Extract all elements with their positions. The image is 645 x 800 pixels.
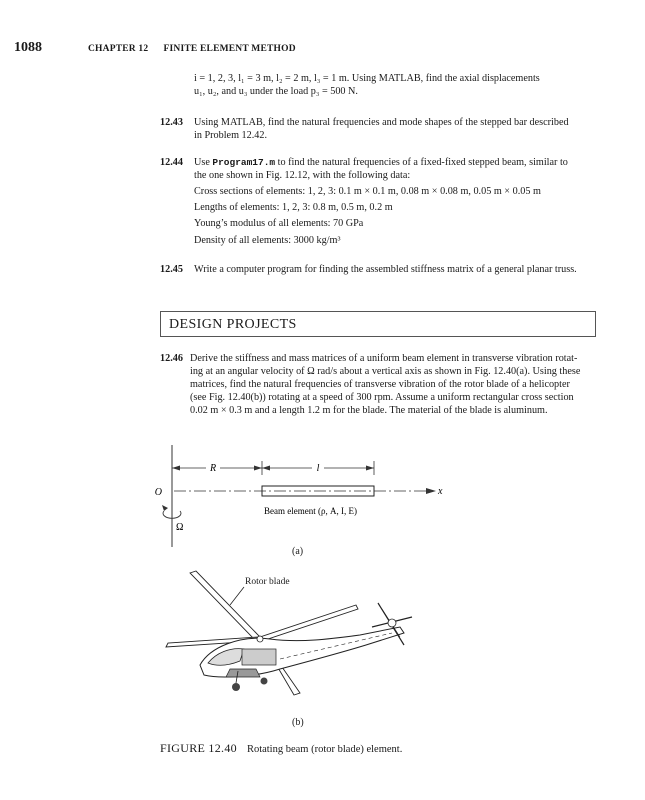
chapter-title: FINITE ELEMENT METHOD xyxy=(163,44,296,54)
chapter-label: CHAPTER 12 xyxy=(88,44,149,54)
label-O: O xyxy=(154,487,162,498)
figure-caption-number: FIGURE 12.40 xyxy=(160,741,237,755)
problem-42-line-1: i = 1, 2, 3, l₁ = 3 m, l₂ = 2 m, l₃ = 1 m. Using MATLAB, find the axial displacements xyxy=(194,73,540,84)
x-axis-arrow xyxy=(426,488,436,494)
dimension-R-arrow-right xyxy=(254,466,262,471)
dimension-l-arrow-left xyxy=(262,466,270,471)
rotor-blade-leader xyxy=(230,587,244,605)
figure-caption-text: Rotating beam (rotor blade) element. xyxy=(246,744,403,755)
rotor-blade-upper-left xyxy=(190,571,260,639)
rotor-blade-right xyxy=(260,605,358,641)
problem-46-line-3: matrices, find the natural frequencies of transverse vibration of the rotor blade of a helicopter xyxy=(190,379,570,390)
landing-wheel-front xyxy=(232,683,240,691)
rotation-arrow-head xyxy=(162,505,168,511)
problem-44-data-modulus: Young’s modulus of all elements: 70 GPa xyxy=(194,218,364,229)
problem-46-line-1: Derive the stiffness and mass matrices of a uniform beam element in transverse vibration rotat- xyxy=(190,353,578,364)
design-projects-heading-box xyxy=(160,311,596,337)
problem-42-line-2: u₁, u₂, and u₃ under the load p₃ = 500 N. xyxy=(194,86,358,97)
label-omega: Ω xyxy=(176,522,184,533)
page-number: 1088 xyxy=(14,40,42,55)
problem-43-line-1: Using MATLAB, find the natural frequencies and mode shapes of the stepped bar described xyxy=(194,117,569,128)
figure-a-label: (a) xyxy=(292,546,304,557)
label-x: x xyxy=(438,486,443,497)
problem-46-number: 12.46 xyxy=(160,353,183,364)
problem-45-line-1: Write a computer program for finding the assembled stiffness matrix of a general planar truss. xyxy=(194,264,577,275)
main-rotor-hub xyxy=(257,636,263,642)
problem-46-line-2: ing at an angular velocity of Ω rad/s about a vertical axis as shown in Fig. 12.40(a). Using these xyxy=(190,366,581,377)
dimension-l-arrow-right xyxy=(366,466,374,471)
beam-element-label: Beam element (ρ, A, I, E) xyxy=(264,506,357,516)
tail-rotor-hub xyxy=(388,619,396,627)
figure-b-label: (b) xyxy=(292,717,304,728)
figure-caption xyxy=(160,741,402,756)
problem-46-line-5: 0.02 m × 0.3 m and a length 1.2 m for the blade. The material of the blade is aluminum. xyxy=(190,405,548,416)
landing-wheel-rear xyxy=(261,678,268,685)
engine-housing xyxy=(242,649,276,665)
program-filename: Program17.m xyxy=(212,157,276,168)
problem-46-line-4: (see Fig. 12.40(b)) rotating at a speed of 300 rpm. Assume a uniform rectangular cross section xyxy=(190,392,574,403)
problem-44-data-cross-sections: Cross sections of elements: 1, 2, 3: 0.1 m × 0.1 m, 0.08 m × 0.08 m, 0.05 m × 0.05 m xyxy=(194,186,541,197)
design-projects-title: DESIGN PROJECTS xyxy=(169,317,297,332)
rotor-blade-label: Rotor blade xyxy=(245,577,290,587)
problem-44-text-pre: Use xyxy=(194,157,213,168)
problem-44-line-2: the one shown in Fig. 12.12, with the following data: xyxy=(194,170,411,181)
problem-44-text-post: to find the natural frequencies of a fixed-fixed stepped beam, similar to xyxy=(275,157,568,168)
problem-44-data-lengths: Lengths of elements: 1, 2, 3: 0.8 m, 0.5 m, 0.2 m xyxy=(194,202,393,213)
problem-44-data-density: Density of all elements: 3000 kg/m³ xyxy=(194,235,341,246)
weapon-pod xyxy=(226,669,260,677)
problem-44-line-1 xyxy=(194,156,568,169)
problem-43-number: 12.43 xyxy=(160,117,183,128)
running-header xyxy=(88,44,296,54)
label-R: R xyxy=(209,463,217,474)
label-l: l xyxy=(316,463,320,474)
problem-43-line-2: in Problem 12.42. xyxy=(194,130,268,141)
dimension-R-arrow-left xyxy=(172,466,180,471)
problem-45-number: 12.45 xyxy=(160,264,183,275)
problem-44-number: 12.44 xyxy=(160,157,183,168)
figure-b-helicopter xyxy=(160,565,430,705)
